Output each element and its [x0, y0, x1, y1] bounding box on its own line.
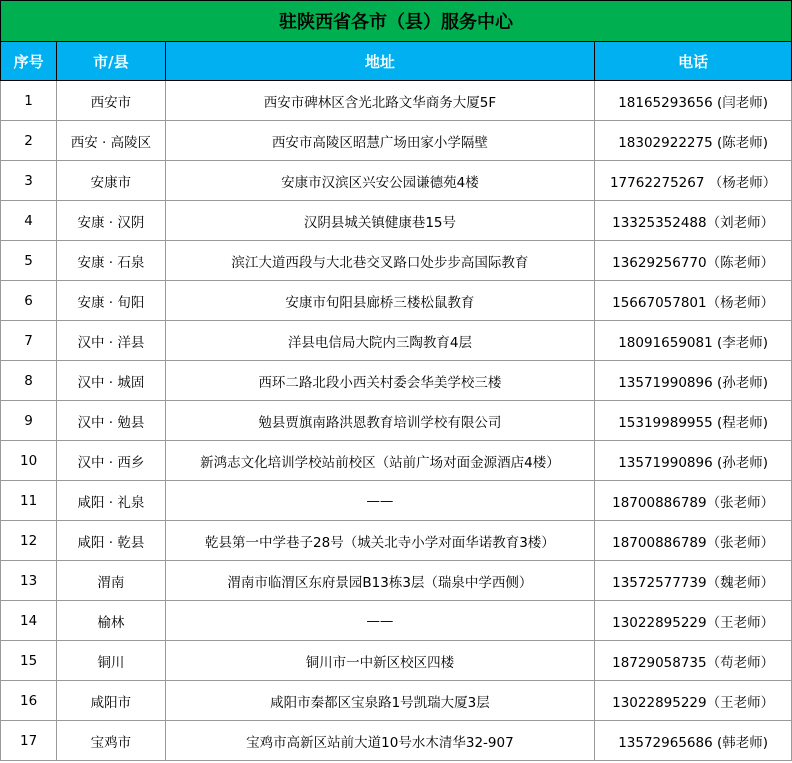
cell-city: 咸阳 · 礼泉 [57, 481, 165, 521]
table-row [1, 721, 792, 761]
cell-phone: 18700886789（张老师） [595, 481, 792, 521]
cell-no: 12 [1, 521, 57, 561]
cell-address: 安康市旬阳县廊桥三楼松鼠教育 [165, 281, 595, 321]
table-row [1, 241, 792, 281]
cell-address: 勉县贾旗南路洪恩教育培训学校有限公司 [165, 401, 595, 441]
header-city: 市/县 [57, 42, 165, 81]
cell-no: 2 [1, 121, 57, 161]
cell-phone: 18729058735（苟老师） [595, 641, 792, 681]
cell-address: 渭南市临渭区东府景园B13栋3层（瑞泉中学西侧） [165, 561, 595, 601]
cell-city: 汉中 · 洋县 [57, 321, 165, 361]
cell-phone: 18302922275 (陈老师) [595, 121, 792, 161]
table-row [1, 201, 792, 241]
cell-city: 西安 · 高陵区 [57, 121, 165, 161]
cell-phone: 15319989955 (程老师) [595, 401, 792, 441]
cell-city: 榆林 [57, 601, 165, 641]
table-title: 驻陕西省各市（县）服务中心 [1, 1, 792, 42]
cell-phone: 13325352488（刘老师） [595, 201, 792, 241]
cell-city: 西安市 [57, 81, 165, 121]
cell-no: 1 [1, 81, 57, 121]
cell-city: 咸阳 · 乾县 [57, 521, 165, 561]
title-row [1, 1, 792, 42]
cell-phone: 13572965686 (韩老师) [595, 721, 792, 761]
cell-address: 西环二路北段小西关村委会华美学校三楼 [165, 361, 595, 401]
cell-address: 滨江大道西段与大北巷交叉路口处步步高国际教育 [165, 241, 595, 281]
table-row [1, 441, 792, 481]
header-phone: 电话 [595, 42, 792, 81]
table-row [1, 561, 792, 601]
table-row [1, 521, 792, 561]
table-row [1, 601, 792, 641]
cell-address: 洋县电信局大院内三陶教育4层 [165, 321, 595, 361]
table-row [1, 281, 792, 321]
cell-address: 新鸿志文化培训学校站前校区（站前广场对面金源酒店4楼） [165, 441, 595, 481]
cell-phone: 18091659081 (李老师) [595, 321, 792, 361]
cell-no: 14 [1, 601, 57, 641]
cell-city: 汉中 · 西乡 [57, 441, 165, 481]
cell-no: 8 [1, 361, 57, 401]
table-row [1, 161, 792, 201]
cell-phone: 13022895229（王老师） [595, 681, 792, 721]
cell-phone: 13572577739（魏老师） [595, 561, 792, 601]
table-row [1, 401, 792, 441]
cell-phone: 13022895229（王老师） [595, 601, 792, 641]
cell-city: 汉中 · 勉县 [57, 401, 165, 441]
header-address: 地址 [165, 42, 595, 81]
cell-address: 铜川市一中新区校区四楼 [165, 641, 595, 681]
table-row [1, 481, 792, 521]
cell-phone: 13629256770（陈老师） [595, 241, 792, 281]
cell-phone: 17762275267 （杨老师） [595, 161, 792, 201]
cell-no: 13 [1, 561, 57, 601]
cell-city: 安康市 [57, 161, 165, 201]
table-row [1, 321, 792, 361]
cell-address: 乾县第一中学巷子28号（城关北寺小学对面华诺教育3楼） [165, 521, 595, 561]
cell-phone: 13571990896 (孙老师) [595, 361, 792, 401]
table-row [1, 81, 792, 121]
cell-address: 西安市碑林区含光北路文华商务大厦5F [165, 81, 595, 121]
cell-city: 铜川 [57, 641, 165, 681]
cell-address: 汉阴县城关镇健康巷15号 [165, 201, 595, 241]
cell-phone: 13571990896 (孙老师) [595, 441, 792, 481]
table-row [1, 681, 792, 721]
cell-no: 3 [1, 161, 57, 201]
cell-city: 渭南 [57, 561, 165, 601]
cell-no: 5 [1, 241, 57, 281]
header-no: 序号 [1, 42, 57, 81]
cell-city: 安康 · 旬阳 [57, 281, 165, 321]
cell-city: 宝鸡市 [57, 721, 165, 761]
cell-phone: 18165293656 (闫老师) [595, 81, 792, 121]
cell-phone: 15667057801（杨老师） [595, 281, 792, 321]
cell-no: 10 [1, 441, 57, 481]
cell-no: 15 [1, 641, 57, 681]
cell-address: 安康市汉滨区兴安公园谦德苑4楼 [165, 161, 595, 201]
cell-no: 11 [1, 481, 57, 521]
cell-city: 汉中 · 城固 [57, 361, 165, 401]
cell-no: 6 [1, 281, 57, 321]
cell-address: 咸阳市秦都区宝泉路1号凯瑞大厦3层 [165, 681, 595, 721]
table-row [1, 121, 792, 161]
cell-no: 16 [1, 681, 57, 721]
header-row [1, 42, 792, 81]
cell-address: 宝鸡市高新区站前大道10号水木清华32-907 [165, 721, 595, 761]
cell-city: 安康 · 石泉 [57, 241, 165, 281]
cell-no: 7 [1, 321, 57, 361]
table-row [1, 641, 792, 681]
cell-address: —— [165, 481, 595, 521]
cell-city: 咸阳市 [57, 681, 165, 721]
cell-no: 4 [1, 201, 57, 241]
cell-address: 西安市高陵区昭慧广场田家小学隔壁 [165, 121, 595, 161]
table-row [1, 361, 792, 401]
cell-no: 17 [1, 721, 57, 761]
cell-no: 9 [1, 401, 57, 441]
cell-address: —— [165, 601, 595, 641]
cell-phone: 18700886789（张老师） [595, 521, 792, 561]
cell-city: 安康 · 汉阴 [57, 201, 165, 241]
